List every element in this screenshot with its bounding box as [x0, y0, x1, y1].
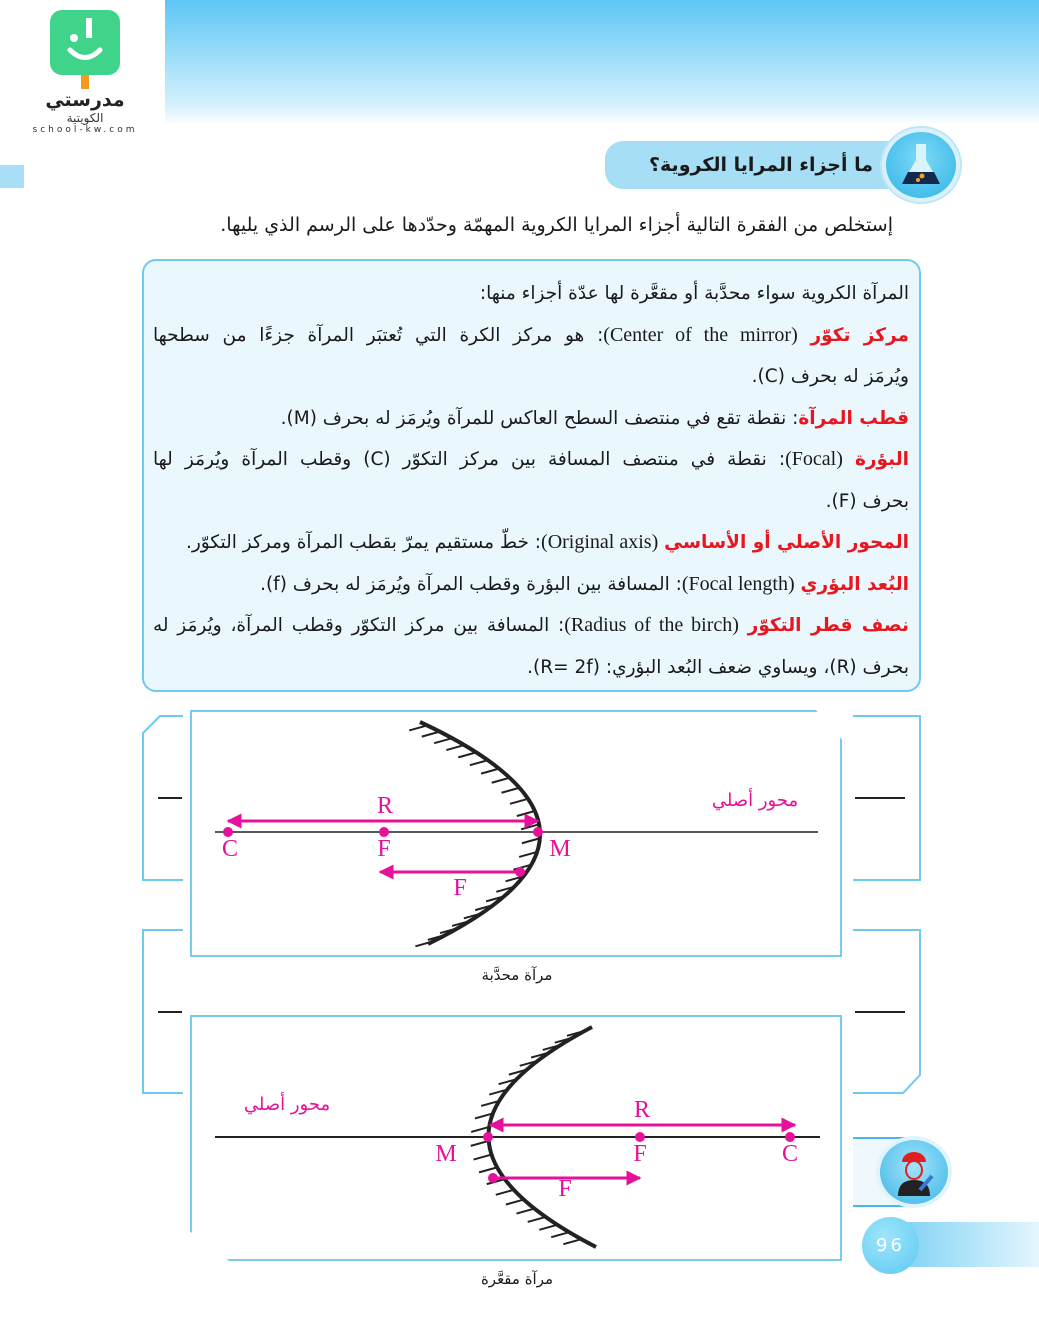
definition-term: مركز تكوّر [810, 324, 909, 346]
hatch-mark [446, 745, 464, 750]
page-number: 96 [862, 1217, 919, 1274]
hatch-mark [422, 732, 440, 737]
concave-caption: مرآة مقعَّرة [480, 1270, 554, 1288]
point-f-arrow-start [488, 1173, 498, 1183]
logo-subtitle: الكويتية [66, 111, 104, 125]
hatch-mark [510, 799, 528, 804]
definition-term: نصف قطر التكوّر [747, 615, 909, 636]
definition-continuation: ويُرمَز له بحرف (C). [751, 366, 909, 387]
definition-english: (Radius of the birch) [564, 614, 739, 636]
instruction-text: إستخلص من الفقرة التالية أجزاء المرايا الكروية المهمّة وحدّدها على الرسم الذي يليها. [220, 214, 893, 236]
definition-english: (Focal) [785, 448, 843, 470]
hatch-mark [434, 738, 452, 743]
hatch-mark [479, 1167, 497, 1172]
definition-text: : نقطة في منتصف المسافة بين مركز التكوّر (C) وقطب المرآة ويُرمَز لها [153, 449, 786, 470]
definition-english: (Original axis) [541, 531, 659, 553]
hatch-mark [496, 1190, 514, 1195]
definition-term: قطب المرآة [798, 407, 909, 429]
mirror-hatching [409, 725, 540, 946]
axis-label: محور أصلي [711, 790, 799, 811]
label-m: M [549, 836, 571, 862]
hatch-mark [506, 1200, 524, 1205]
definition-term: البؤرة [854, 449, 909, 470]
hatch-mark [539, 1225, 557, 1230]
engineer-icon [876, 1136, 952, 1208]
definition-text: : خطّ مستقيم يمرّ بقطب المرآة ومركز التكوّر. [185, 532, 542, 553]
hatch-mark [528, 1217, 546, 1222]
label-r: R [376, 793, 394, 819]
definition-continuation: بحرف (R)، ويساوي ضعف البُعد البؤري: (R= 2f). [527, 656, 909, 678]
hatch-mark [458, 752, 476, 757]
definition-text: : نقطة تقع في منتصف السطح العاكس للمرآة ويُرمَز له بحرف (M). [280, 407, 799, 429]
hatch-mark [481, 769, 499, 774]
definition-english: (Center of the mirror) [603, 323, 798, 346]
definition-text: : هو مركز الكرة التي تُعتبَر المرآة جزءًا من سطحها [153, 324, 604, 346]
definition-text: : المسافة بين البؤرة وقطب المرآة ويُرمَز له بحرف (f). [260, 573, 682, 595]
hatch-mark [516, 1209, 534, 1214]
label-r: R [633, 1097, 651, 1123]
hatch-mark [409, 725, 427, 730]
point-f-arrow-start [515, 867, 525, 877]
label-focal-length: F [558, 1176, 572, 1202]
hatch-mark [471, 1141, 489, 1146]
label-focal-length: F [453, 875, 467, 901]
definition-english: (Focal length) [681, 572, 795, 595]
logo-name: مدرستي [45, 89, 125, 111]
intro-text: المرآة الكروية سواء محدَّبة أو مقعَّرة لها عدّة أجزاء منها: [479, 283, 909, 304]
definition-term: البُعد البؤري [800, 573, 909, 595]
hatch-mark [517, 811, 535, 816]
convex-mirror [420, 722, 540, 944]
hatch-mark [501, 788, 519, 793]
label-f: F [633, 1141, 647, 1167]
logo-url: school-kw.com [32, 125, 138, 135]
hatch-mark [474, 1155, 492, 1160]
hatch-mark [470, 760, 488, 765]
point-m [533, 827, 543, 837]
label-m: M [435, 1141, 457, 1167]
axis-label: محور أصلي [243, 1094, 331, 1115]
section-title: ما أجزاء المرايا الكروية؟ [605, 141, 935, 189]
label-c: C [781, 1141, 799, 1167]
point-m [483, 1132, 493, 1142]
hatch-mark [522, 838, 540, 843]
definition-continuation: بحرف (F). [825, 490, 909, 512]
hatch-mark [492, 778, 510, 783]
hatch-mark [471, 1127, 489, 1132]
label-f: F [377, 836, 391, 862]
hatch-mark [563, 1239, 581, 1244]
label-c: C [221, 836, 239, 862]
convex-caption: مرآة محدَّبة [481, 966, 553, 984]
definition-text: : المسافة بين مركز التكوّر وقطب المرآة، ويُرمَز له [153, 615, 565, 636]
definition-term: المحور الأصلي أو الأساسي [664, 532, 909, 553]
hatch-mark [551, 1232, 569, 1237]
